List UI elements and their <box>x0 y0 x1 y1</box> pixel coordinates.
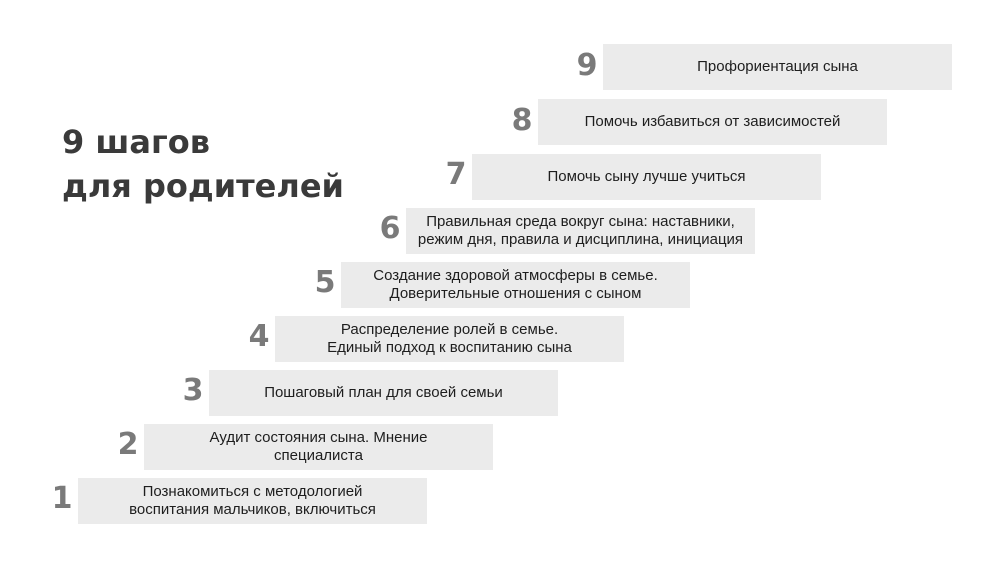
step-7-label: Помочь сыну лучше учиться <box>547 168 746 185</box>
step-8-label: Помочь избавиться от зависимостей <box>584 113 841 130</box>
step-5-box <box>341 262 690 308</box>
page-title <box>62 120 382 208</box>
step-7-box <box>472 154 821 200</box>
step-3-number: 3 <box>182 373 204 408</box>
step-5-number: 5 <box>314 265 336 300</box>
step-3-box <box>209 370 558 416</box>
step-1-label: Познакомиться с методологией воспитания мальчиков, включиться <box>129 483 376 518</box>
step-6-number: 6 <box>379 211 401 246</box>
step-4-box <box>275 316 624 362</box>
step-9-number: 9 <box>576 48 598 83</box>
step-2-number: 2 <box>117 427 139 462</box>
step-9-label: Профориентация сына <box>697 58 858 75</box>
step-6-box <box>406 208 755 254</box>
step-6-label: Правильная среда вокруг сына: наставники, режим дня, правила и дисциплина, инициация <box>417 213 744 248</box>
step-4-number: 4 <box>248 319 270 354</box>
step-3-label: Пошаговый план для своей семьи <box>264 384 503 401</box>
step-9-box <box>603 44 952 90</box>
step-2-box <box>144 424 493 470</box>
title-line-2: для родителей <box>62 167 344 205</box>
step-8-box <box>538 99 887 145</box>
step-4-label: Распределение ролей в семье. Единый подход к воспитанию сына <box>327 321 572 356</box>
step-5-label: Создание здоровой атмосферы в семье. Доверительные отношения с сыном <box>373 267 658 302</box>
step-1-number: 1 <box>51 481 73 516</box>
step-2-label: Аудит состояния сына. Мнение специалиста <box>209 429 428 464</box>
step-8-number: 8 <box>511 103 533 138</box>
step-1-box <box>78 478 427 524</box>
step-7-number: 7 <box>445 157 467 192</box>
title-line-1: 9 шагов <box>62 123 210 161</box>
